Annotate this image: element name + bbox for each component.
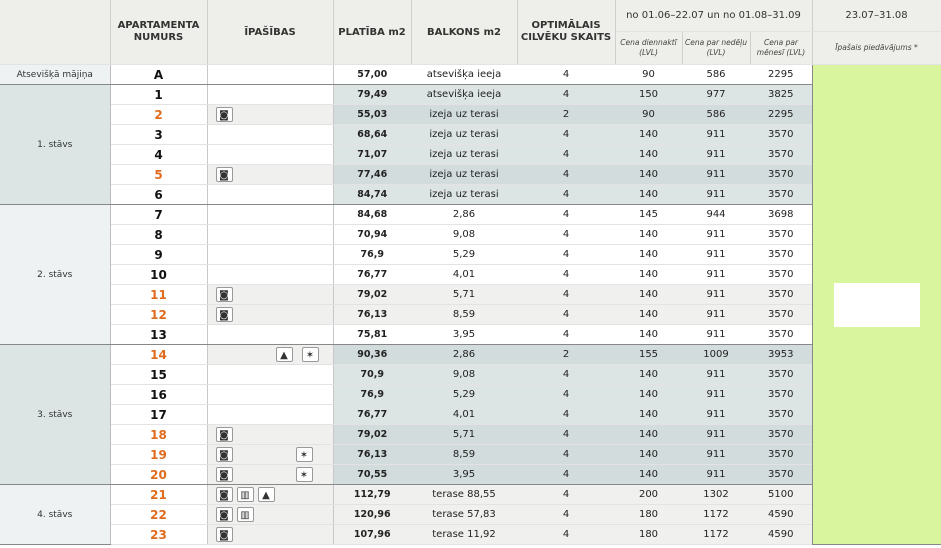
pet-icon: ✶ bbox=[296, 447, 313, 462]
washer-icon: ◙ bbox=[216, 307, 233, 322]
features-cell bbox=[207, 145, 333, 165]
apt-number: 11 bbox=[110, 285, 207, 305]
price-day-header: Cena diennaktī (LVL) bbox=[615, 32, 682, 65]
features-cell bbox=[207, 325, 333, 345]
balcony-cell: atsevišķa ieeja bbox=[411, 65, 517, 85]
table-row bbox=[0, 425, 941, 445]
balcony-cell: atsevišķa ieeja bbox=[411, 85, 517, 105]
capacity-cell: 4 bbox=[517, 245, 615, 265]
price-week-cell: 911 bbox=[682, 425, 750, 445]
washer-icon: ◙ bbox=[216, 167, 233, 182]
capacity-cell: 4 bbox=[517, 285, 615, 305]
apt-number: 20 bbox=[110, 465, 207, 485]
area-cell: 107,96 bbox=[333, 525, 411, 545]
offer-blank-box bbox=[834, 283, 920, 327]
table-row bbox=[0, 385, 941, 405]
price-week-cell: 911 bbox=[682, 445, 750, 465]
features-cell bbox=[207, 425, 333, 445]
fireplace-icon: ▲ bbox=[276, 347, 293, 362]
table-row bbox=[0, 265, 941, 285]
features-cell bbox=[207, 445, 333, 465]
features-cell bbox=[207, 85, 333, 105]
price-month-cell: 3570 bbox=[750, 445, 812, 465]
capacity-cell: 4 bbox=[517, 365, 615, 385]
price-week-cell: 1302 bbox=[682, 485, 750, 505]
features-cell bbox=[207, 345, 333, 365]
price-month-cell: 3698 bbox=[750, 205, 812, 225]
apt-number: 10 bbox=[110, 265, 207, 285]
balcony-cell: 5,29 bbox=[411, 245, 517, 265]
price-day-cell: 145 bbox=[615, 205, 682, 225]
apt-number: 3 bbox=[110, 125, 207, 145]
floor-label-separate: Atsevišķā mājiņa bbox=[0, 65, 110, 85]
features-cell bbox=[207, 305, 333, 325]
balcony-cell: 5,71 bbox=[411, 425, 517, 445]
apt-number: 16 bbox=[110, 385, 207, 405]
price-month-cell: 3570 bbox=[750, 305, 812, 325]
capacity-cell: 4 bbox=[517, 485, 615, 505]
price-day-cell: 140 bbox=[615, 285, 682, 305]
area-cell: 90,36 bbox=[333, 345, 411, 365]
balcony-cell: terase 11,92 bbox=[411, 525, 517, 545]
pet-icon: ✶ bbox=[302, 347, 319, 362]
apt-number: 7 bbox=[110, 205, 207, 225]
apt-number: 13 bbox=[110, 325, 207, 345]
price-day-cell: 140 bbox=[615, 145, 682, 165]
price-day-cell: 140 bbox=[615, 405, 682, 425]
price-day-cell: 140 bbox=[615, 265, 682, 285]
capacity-cell: 4 bbox=[517, 265, 615, 285]
apt-number-header: APARTAMENTA NUMURS bbox=[110, 0, 207, 65]
table-row bbox=[0, 165, 941, 185]
balcony-cell: 3,95 bbox=[411, 465, 517, 485]
floor-label-2: 2. stāvs bbox=[0, 205, 110, 345]
price-day-cell: 140 bbox=[615, 365, 682, 385]
floor-label-3: 3. stāvs bbox=[0, 345, 110, 485]
price-month-cell: 4590 bbox=[750, 505, 812, 525]
features-cell bbox=[207, 225, 333, 245]
pet-icon: ✶ bbox=[296, 467, 313, 482]
area-cell: 120,96 bbox=[333, 505, 411, 525]
table-row bbox=[0, 105, 941, 125]
table-row bbox=[0, 85, 941, 105]
area-cell: 76,13 bbox=[333, 305, 411, 325]
capacity-cell: 4 bbox=[517, 445, 615, 465]
price-month-cell: 4590 bbox=[750, 525, 812, 545]
price-month-cell: 3570 bbox=[750, 325, 812, 345]
price-week-cell: 911 bbox=[682, 125, 750, 145]
price-month-cell: 3570 bbox=[750, 425, 812, 445]
price-day-cell: 150 bbox=[615, 85, 682, 105]
price-week-cell: 911 bbox=[682, 305, 750, 325]
features-cell bbox=[207, 185, 333, 205]
area-cell: 76,9 bbox=[333, 385, 411, 405]
price-week-cell: 911 bbox=[682, 285, 750, 305]
price-day-cell: 200 bbox=[615, 485, 682, 505]
price-month-cell: 2295 bbox=[750, 65, 812, 85]
capacity-cell: 4 bbox=[517, 65, 615, 85]
features-cell bbox=[207, 365, 333, 385]
apt-number: 18 bbox=[110, 425, 207, 445]
price-month-cell: 3570 bbox=[750, 465, 812, 485]
table-row bbox=[0, 145, 941, 165]
capacity-cell: 4 bbox=[517, 405, 615, 425]
apt-number: A bbox=[110, 65, 207, 85]
sauna-icon: ▥ bbox=[237, 507, 254, 522]
price-week-cell: 911 bbox=[682, 265, 750, 285]
price-month-cell: 3570 bbox=[750, 365, 812, 385]
price-month-cell: 3570 bbox=[750, 145, 812, 165]
balcony-cell: 3,95 bbox=[411, 325, 517, 345]
features-cell bbox=[207, 105, 333, 125]
capacity-cell: 4 bbox=[517, 185, 615, 205]
price-day-cell: 140 bbox=[615, 125, 682, 145]
area-cell: 70,94 bbox=[333, 225, 411, 245]
washer-icon: ◙ bbox=[216, 527, 233, 542]
area-cell: 70,55 bbox=[333, 465, 411, 485]
capacity-header: OPTIMĀLAIS CILVĒKU SKAITS bbox=[517, 0, 615, 65]
special-offer-column bbox=[812, 65, 941, 545]
floor-label-1: 1. stāvs bbox=[0, 85, 110, 205]
price-month-cell: 3570 bbox=[750, 225, 812, 245]
features-header: ĪPAŠĪBAS bbox=[207, 0, 333, 65]
balcony-cell: 2,86 bbox=[411, 345, 517, 365]
capacity-cell: 4 bbox=[517, 505, 615, 525]
table-row bbox=[0, 505, 941, 525]
apt-number: 17 bbox=[110, 405, 207, 425]
apt-number: 1 bbox=[110, 85, 207, 105]
area-cell: 79,49 bbox=[333, 85, 411, 105]
balcony-cell: 9,08 bbox=[411, 365, 517, 385]
washer-icon: ◙ bbox=[216, 507, 233, 522]
price-week-cell: 911 bbox=[682, 245, 750, 265]
corner-header bbox=[0, 0, 110, 65]
capacity-cell: 2 bbox=[517, 105, 615, 125]
price-month-cell: 3570 bbox=[750, 125, 812, 145]
price-month-header: Cena par mēnesī (LVL) bbox=[750, 32, 812, 65]
price-day-cell: 155 bbox=[615, 345, 682, 365]
capacity-cell: 4 bbox=[517, 325, 615, 345]
apt-number: 22 bbox=[110, 505, 207, 525]
apt-number: 19 bbox=[110, 445, 207, 465]
price-week-cell: 911 bbox=[682, 225, 750, 245]
area-cell: 71,07 bbox=[333, 145, 411, 165]
table-row bbox=[0, 485, 941, 505]
area-cell: 70,9 bbox=[333, 365, 411, 385]
area-cell: 76,9 bbox=[333, 245, 411, 265]
price-day-cell: 140 bbox=[615, 225, 682, 245]
table-row bbox=[0, 185, 941, 205]
washer-icon: ◙ bbox=[216, 447, 233, 462]
features-cell bbox=[207, 405, 333, 425]
features-cell bbox=[207, 485, 333, 505]
apt-number: 12 bbox=[110, 305, 207, 325]
balcony-cell: izeja uz terasi bbox=[411, 185, 517, 205]
capacity-cell: 4 bbox=[517, 465, 615, 485]
apt-number: 14 bbox=[110, 345, 207, 365]
balcony-cell: 5,29 bbox=[411, 385, 517, 405]
offer-label-header: Īpašais piedāvājums * bbox=[812, 32, 941, 65]
area-cell: 76,13 bbox=[333, 445, 411, 465]
features-cell bbox=[207, 245, 333, 265]
price-week-cell: 1009 bbox=[682, 345, 750, 365]
price-day-cell: 140 bbox=[615, 425, 682, 445]
price-day-cell: 140 bbox=[615, 385, 682, 405]
table-row bbox=[0, 125, 941, 145]
price-week-cell: 911 bbox=[682, 325, 750, 345]
apt-number: 5 bbox=[110, 165, 207, 185]
price-month-cell: 5100 bbox=[750, 485, 812, 505]
table-row bbox=[0, 405, 941, 425]
price-month-cell: 3570 bbox=[750, 185, 812, 205]
capacity-cell: 4 bbox=[517, 525, 615, 545]
balcony-cell: 4,01 bbox=[411, 405, 517, 425]
price-month-cell: 2295 bbox=[750, 105, 812, 125]
price-month-cell: 3570 bbox=[750, 265, 812, 285]
features-cell bbox=[207, 525, 333, 545]
price-week-cell: 586 bbox=[682, 65, 750, 85]
price-week-cell: 977 bbox=[682, 85, 750, 105]
area-cell: 76,77 bbox=[333, 405, 411, 425]
floor-label-4: 4. stāvs bbox=[0, 485, 110, 545]
balcony-cell: 8,59 bbox=[411, 445, 517, 465]
price-week-cell: 911 bbox=[682, 165, 750, 185]
table-row bbox=[0, 205, 941, 225]
price-week-cell: 1172 bbox=[682, 505, 750, 525]
table-row bbox=[0, 65, 941, 85]
washer-icon: ◙ bbox=[216, 467, 233, 482]
capacity-cell: 4 bbox=[517, 205, 615, 225]
apt-number: 23 bbox=[110, 525, 207, 545]
price-week-cell: 911 bbox=[682, 145, 750, 165]
balcony-cell: izeja uz terasi bbox=[411, 145, 517, 165]
features-cell bbox=[207, 505, 333, 525]
price-day-cell: 140 bbox=[615, 305, 682, 325]
table-row bbox=[0, 445, 941, 465]
price-month-cell: 3570 bbox=[750, 405, 812, 425]
capacity-cell: 4 bbox=[517, 165, 615, 185]
washer-icon: ◙ bbox=[216, 427, 233, 442]
table-row bbox=[0, 525, 941, 545]
apt-number: 2 bbox=[110, 105, 207, 125]
price-week-cell: 911 bbox=[682, 465, 750, 485]
balcony-header: BALKONS m2 bbox=[411, 0, 517, 65]
price-day-cell: 140 bbox=[615, 465, 682, 485]
capacity-cell: 4 bbox=[517, 225, 615, 245]
features-cell bbox=[207, 465, 333, 485]
price-week-cell: 586 bbox=[682, 105, 750, 125]
balcony-cell: 8,59 bbox=[411, 305, 517, 325]
season-header: no 01.06–22.07 un no 01.08–31.09 bbox=[615, 0, 812, 32]
table-row bbox=[0, 305, 941, 325]
price-day-cell: 140 bbox=[615, 185, 682, 205]
features-cell bbox=[207, 125, 333, 145]
area-cell: 55,03 bbox=[333, 105, 411, 125]
offer-dates-header: 23.07–31.08 bbox=[812, 0, 941, 32]
capacity-cell: 2 bbox=[517, 345, 615, 365]
area-cell: 68,64 bbox=[333, 125, 411, 145]
apt-number: 15 bbox=[110, 365, 207, 385]
price-day-cell: 140 bbox=[615, 445, 682, 465]
price-week-header: Cena par nedēļu (LVL) bbox=[682, 32, 750, 65]
area-cell: 57,00 bbox=[333, 65, 411, 85]
price-day-cell: 90 bbox=[615, 105, 682, 125]
sauna-icon: ▥ bbox=[237, 487, 254, 502]
price-month-cell: 3570 bbox=[750, 285, 812, 305]
capacity-cell: 4 bbox=[517, 85, 615, 105]
balcony-cell: izeja uz terasi bbox=[411, 165, 517, 185]
price-month-cell: 3570 bbox=[750, 385, 812, 405]
area-cell: 84,74 bbox=[333, 185, 411, 205]
apt-number: 4 bbox=[110, 145, 207, 165]
apt-number: 8 bbox=[110, 225, 207, 245]
apt-number: 9 bbox=[110, 245, 207, 265]
table-row bbox=[0, 325, 941, 345]
balcony-cell: 5,71 bbox=[411, 285, 517, 305]
balcony-cell: izeja uz terasi bbox=[411, 105, 517, 125]
table-row bbox=[0, 225, 941, 245]
washer-icon: ◙ bbox=[216, 487, 233, 502]
balcony-cell: terase 88,55 bbox=[411, 485, 517, 505]
balcony-cell: 4,01 bbox=[411, 265, 517, 285]
apt-number: 21 bbox=[110, 485, 207, 505]
features-cell bbox=[207, 285, 333, 305]
price-week-cell: 944 bbox=[682, 205, 750, 225]
price-day-cell: 180 bbox=[615, 505, 682, 525]
area-header: PLATĪBA m2 bbox=[333, 0, 411, 65]
capacity-cell: 4 bbox=[517, 305, 615, 325]
area-cell: 76,77 bbox=[333, 265, 411, 285]
area-cell: 75,81 bbox=[333, 325, 411, 345]
price-week-cell: 911 bbox=[682, 365, 750, 385]
area-cell: 84,68 bbox=[333, 205, 411, 225]
price-week-cell: 1172 bbox=[682, 525, 750, 545]
balcony-cell: 2,86 bbox=[411, 205, 517, 225]
features-cell bbox=[207, 385, 333, 405]
balcony-cell: izeja uz terasi bbox=[411, 125, 517, 145]
price-day-cell: 90 bbox=[615, 65, 682, 85]
capacity-cell: 4 bbox=[517, 425, 615, 445]
apt-number: 6 bbox=[110, 185, 207, 205]
washer-icon: ◙ bbox=[216, 287, 233, 302]
price-day-cell: 140 bbox=[615, 245, 682, 265]
features-cell bbox=[207, 205, 333, 225]
balcony-cell: 9,08 bbox=[411, 225, 517, 245]
capacity-cell: 4 bbox=[517, 145, 615, 165]
area-cell: 79,02 bbox=[333, 285, 411, 305]
capacity-cell: 4 bbox=[517, 385, 615, 405]
washer-icon: ◙ bbox=[216, 107, 233, 122]
price-week-cell: 911 bbox=[682, 405, 750, 425]
price-month-cell: 3825 bbox=[750, 85, 812, 105]
area-cell: 77,46 bbox=[333, 165, 411, 185]
features-cell bbox=[207, 165, 333, 185]
features-cell bbox=[207, 265, 333, 285]
price-day-cell: 180 bbox=[615, 525, 682, 545]
fireplace-icon: ▲ bbox=[258, 487, 275, 502]
price-month-cell: 3570 bbox=[750, 165, 812, 185]
table-row bbox=[0, 345, 941, 365]
area-cell: 112,79 bbox=[333, 485, 411, 505]
price-month-cell: 3570 bbox=[750, 245, 812, 265]
table-row bbox=[0, 245, 941, 265]
features-cell bbox=[207, 65, 333, 85]
price-day-cell: 140 bbox=[615, 325, 682, 345]
price-week-cell: 911 bbox=[682, 385, 750, 405]
balcony-cell: terase 57,83 bbox=[411, 505, 517, 525]
price-day-cell: 140 bbox=[615, 165, 682, 185]
table-row bbox=[0, 285, 941, 305]
capacity-cell: 4 bbox=[517, 125, 615, 145]
table-row bbox=[0, 365, 941, 385]
price-month-cell: 3953 bbox=[750, 345, 812, 365]
area-cell: 79,02 bbox=[333, 425, 411, 445]
price-week-cell: 911 bbox=[682, 185, 750, 205]
table-row bbox=[0, 465, 941, 485]
